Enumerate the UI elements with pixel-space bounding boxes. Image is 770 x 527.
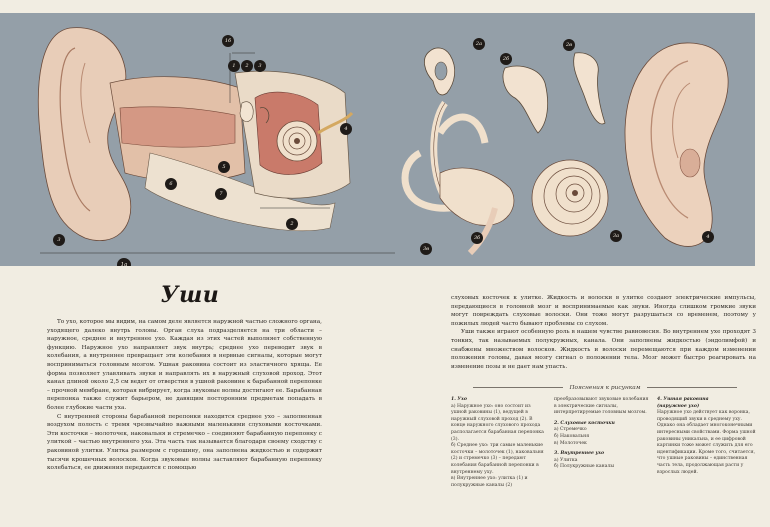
callout-3: 3 — [254, 60, 266, 72]
callout-2a: 2а — [473, 38, 485, 50]
legend-item: в) Внутреннее ухо: улитка (1) и полукружные каналы (2) — [451, 476, 528, 488]
callout-2b: 2б — [500, 53, 512, 65]
callout-4: 4 — [340, 123, 352, 135]
right-text-column — [451, 294, 756, 371]
outer-ear-section — [38, 28, 395, 253]
callout-5: 5 — [218, 161, 230, 173]
callout-6: 6 — [165, 178, 177, 190]
legend-item: б) Полукружные каналы — [554, 464, 615, 470]
legend-column-3 — [657, 397, 757, 476]
legend-item: в) Молоточек — [554, 440, 587, 446]
legend-item: а) Наружное ухо: оно состоит из ушной раковины (1), ведущей в наружный слуховой проход (2). В конце наружного слухового прохода располагается барабанная перепонка (3). — [451, 403, 544, 442]
callout-2-lower: 2 — [286, 218, 298, 230]
legend-item: а) Стремечко — [554, 427, 587, 433]
callout-3v: 3в — [420, 243, 432, 255]
legend-item: а) Улитка — [554, 457, 578, 463]
callout-7: 7 — [215, 188, 227, 200]
legend-column-2 — [554, 397, 649, 471]
legend-item: б) Среднее ухо: три самые маленькие косточки – молоточек (1), наковальня (2) и стремечко (3) – передают колебания барабанной перепонки в внутреннему уху. — [451, 443, 544, 475]
outer-ear-right — [625, 43, 728, 247]
legend-item: 1. Ухо — [451, 397, 467, 402]
callout-2v: 2в — [563, 39, 575, 51]
legend-item: (наружное ухо) — [657, 403, 700, 409]
legend-item: б) Наковальня — [554, 433, 590, 439]
legend-column-1 — [451, 397, 546, 489]
legend-item: 3. Внутреннее ухо — [554, 451, 605, 457]
legend-item: преобразовывают звуковые колебания в электрические сигналы, интерпретируемые головным мозгом. — [554, 397, 649, 416]
left-text-column — [47, 318, 322, 473]
legend-item: 4. Ушная раковина — [657, 397, 709, 402]
paragraph-1: То ухо, которое мы видим, на самом деле является наружной частью сложного органа, уходящего далеко внутрь головы. Орган слуха подразделяется на три области – наружное, среднее и внутреннее ухо. Каждая из этих частей выполняет собственную функцию. Наружное ухо направляет звук внутрь; среднее ухо переводит звук в колебания, а внутреннее превращает эти колебания в нервные сигналы, которые могут восприниматься головным мозгом. Ушная раковина состоит из эластичного хряща. Ее форма позволяет улавливать звуки и направлять их в наружный слуховой проход. Этот канал длиной около 2,5 см ведет от отверстия в ушной раковине к барабанной перепонке – прочной мембране, которая вибрирует, когда звуковые волны достигают ее. Барабанная перепонка также служит барьером, не давящим посторонним предметам попадать в более глубокие части уха. — [47, 319, 322, 411]
callout-3b: 3б — [471, 232, 483, 244]
inner-ear-group — [405, 103, 608, 253]
callout-1a: 1a — [117, 258, 131, 266]
callout-1: 1 — [228, 60, 240, 72]
callout-3-left: 3 — [53, 234, 65, 246]
legend-item: 2. Слуховые косточки — [554, 420, 615, 426]
callout-1b: 1б — [222, 35, 234, 47]
legend-heading: Пояснения к рисункам — [450, 385, 760, 391]
anatomy-plate — [0, 13, 755, 266]
callout-2: 2 — [241, 60, 253, 72]
callout-4-right: 4 — [702, 231, 714, 243]
callout-3a: 3а — [610, 230, 622, 242]
legend-item: Наружное ухо действует как воронка, проводящий звуки в среднему уху. Однако она обладает многоконечными интересными свойствами. Форма ушной раковины уникальна, и ее цифровой картинки тоже может служить для его идентификации. Кроме того, считается, что ушные раковины – единственная часть тела, продолжающая расти у взрослых людей. — [657, 410, 756, 475]
paragraph-4: Уши также играют особенную роль в нашем чувстве равновесия. Во внутреннем ухе проходят 3 тонких, так называемых полукружных, канала. Они заполнены жидкостью (эндолимфой) и снабжены множеством волосков. Жидкость и волоски перемещаются при каждом изменении положения головы, давая мозгу сигнал о положении тела. Мозг может быстро реагировать на изменение позы и не дает нам упасть. — [451, 329, 756, 370]
ear-illustration — [0, 13, 755, 266]
page-title: Уши — [160, 282, 220, 308]
paragraph-3: слуховых косточек к улитке. Жидкость и волоски в улитке создают электрические импульсы, передающиеся в головной мозг и воспринимаемые как звуки. Иногда слишком громкие звуки могут повреждать слуховые волоски. Они тоже могут разрушаться со временем, поэтому у пожилых людей часто бывают проблемы со слухом. — [451, 295, 756, 327]
paragraph-2: С внутренней стороны барабанной перепонки находится среднее ухо – заполненная воздухом полость с тремя чрезвычайно важными маленькими слуховыми косточками. Эти косточки – молоточек, наковальня и стремечко – соединяют барабанную перепонку с улиткой – частью внутреннего уха. Эта часть так называется благодаря своему сходству с раковиной улитки. Улитка размером с горошину, она заполнена жидкостью и содержит тысячи крошечных волосков. Когда звуковые волны заставляют барабанную перепонку колебаться, ее движения передаются с помощью — [47, 413, 322, 472]
